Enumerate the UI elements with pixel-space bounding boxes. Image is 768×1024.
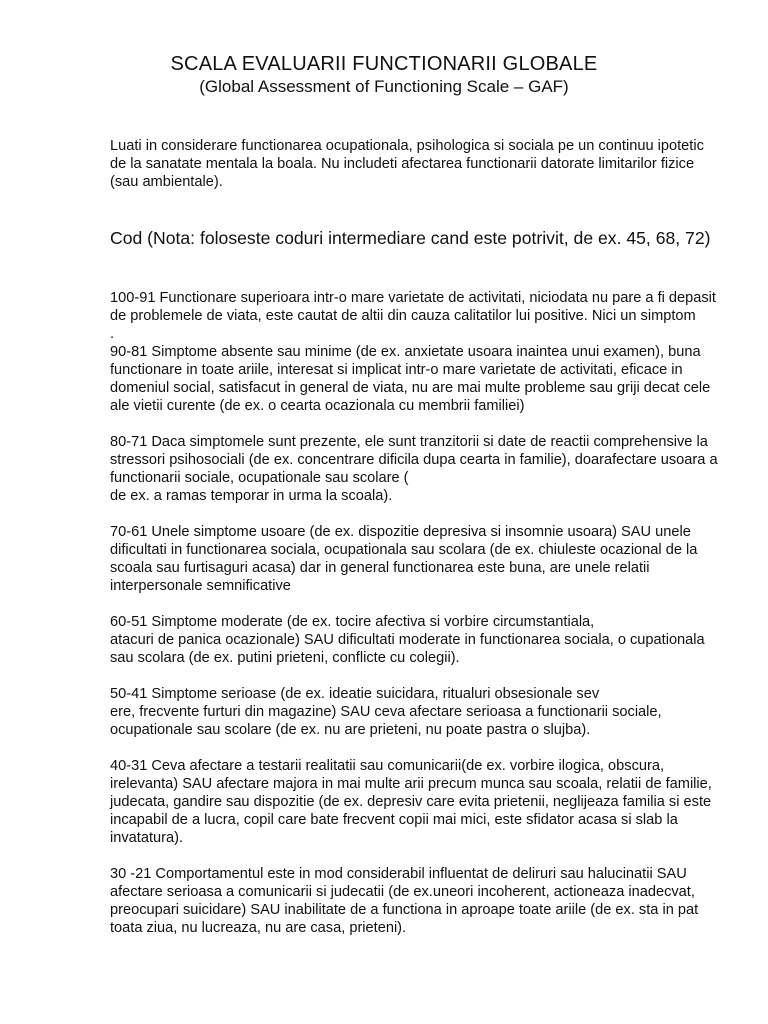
document-subtitle: (Global Assessment of Functioning Scale – GAF) — [199, 77, 569, 96]
intro-paragraph: Luati in considerare functionarea ocupationala, psihologica si sociala pe un continuu ipotetic de la sanatate mentala la boala. Nu includeti afectarea functionarii datorate limitarilor fizice (sau ambientale). — [110, 138, 704, 190]
gaf-entry-80-71: 80-71 Daca simptomele sunt prezente, ele sunt tranzitorii si date de reactii comprehensive la stressori psihosociali (de ex. concentrare dificila dupa cearta in familie), doarafectare usoara a functionarii sociale, ocupationale sau scolare ( de ex. a ramas temporar in urma la scoala). — [110, 434, 718, 504]
code-heading: Cod (Nota: foloseste coduri intermediare cand este potrivit, de ex. 45, 68, 72) — [110, 228, 711, 248]
gaf-code-list — [110, 289, 720, 955]
document-title: SCALA EVALUARII FUNCTIONARII GLOBALE — [170, 53, 598, 75]
gaf-entry-60-51: 60-51 Simptome moderate (de ex. tocire afectiva si vorbire circumstantiala, atacuri de panica ocazionale) SAU dificultati moderate in functionarea sociala, o cupationala sau scolara (de ex. putini prieteni, conflicte cu colegii). — [110, 614, 705, 666]
gaf-entry-40-31: 40-31 Ceva afectare a testarii realitatii sau comunicarii(de ex. vorbire ilogica, obscura, irelevanta) SAU afectare majora in mai multe arii precum munca sau scoala, relatii de familie, judecata, gandire sau dispozitie (de ex. depresiv care evita prietenii, neglijeaza familia si este incapabil de a lucra, copil care bate frecvent copii mai mici, este sfidator acasa si slab la invatatura). — [110, 758, 712, 846]
gaf-entry-100-91: 100-91 Functionare superioara intr-o mare varietate de activitati, niciodata nu pare a fi depasit de problemele de viata, este cautat de altii din cauza calitatilor lui positive. Nici un simptom . — [110, 290, 716, 342]
gaf-entry-30-21: 30 -21 Comportamentul este in mod considerabil influentat de deliruri sau halucinatii SAU afectare serioasa a comunicarii si judecatii (de ex.uneori incoherent, actioneaza inadecvat, preocupari suicidare) SAU inabilitate de a functiona in aproape toate ariile (de ex. sta in pat toata ziua, nu lucreaza, nu are casa, prieteni). — [110, 866, 699, 936]
gaf-entry-50-41: 50-41 Simptome serioase (de ex. ideatie suicidara, ritualuri obsesionale sev ere, frecvente furturi din magazine) SAU ceva afectare serioasa a functionarii sociale, ocupationale sau scolare (de ex. nu are prieteni, nu poate pastra o slujba). — [110, 686, 662, 738]
gaf-entry-90-81: 90-81 Simptome absente sau minime (de ex. anxietate usoara inaintea unui examen), buna functionare in toate ariile, interesat si implicat intr-o mare varietate de activitati, eficace in domeniul social, satisfacut in general de viata, nu are mai multe probleme sau grijі decat cele ale vietii curente (de ex. o cearta ocazionala cu membrii familiei) — [110, 344, 711, 414]
gaf-entry-70-61: 70-61 Unele simptome usoare (de ex. dispozitie depresiva si insomnie usoara) SAU unele dificultati in functionarea sociala, ocupationala sau scolara (de ex. chiuleste ocazional de la scoala sau furtisaguri acasa) dar in general functionarea este buna, are unele relatii interpersonale semnificative — [110, 524, 698, 594]
